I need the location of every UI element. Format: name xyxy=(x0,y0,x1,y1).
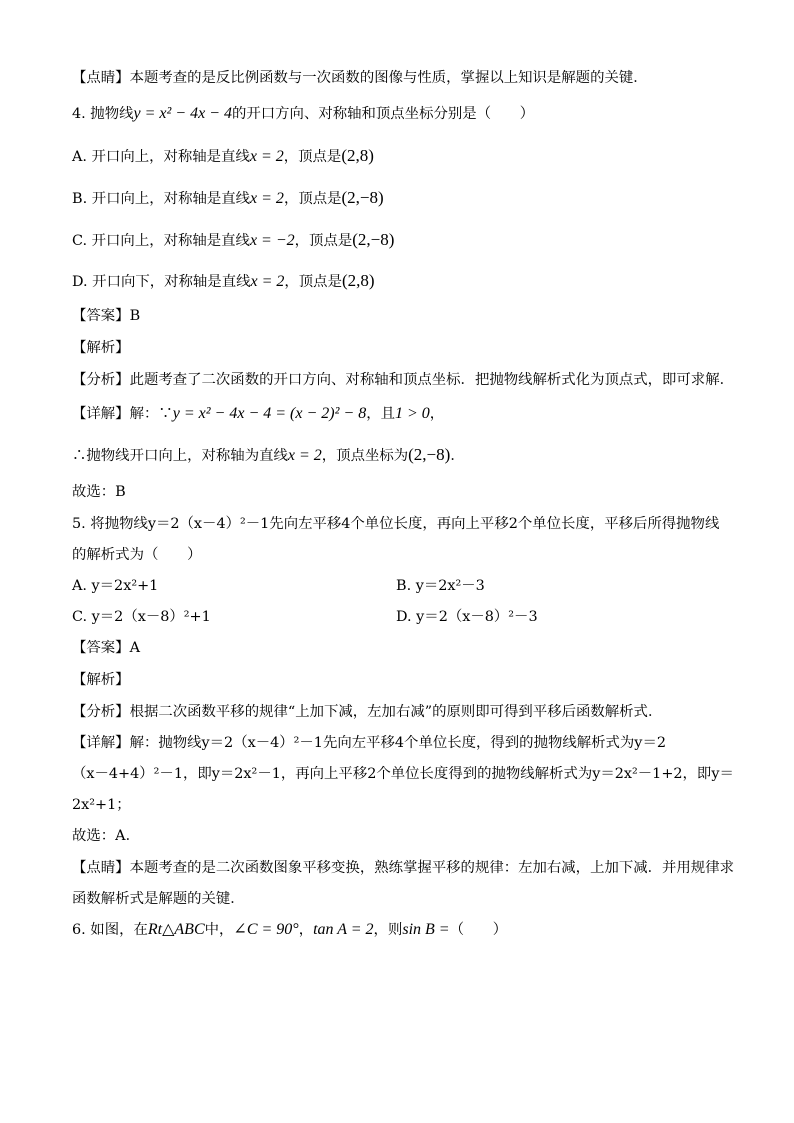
q5-options-row-2 xyxy=(72,607,722,627)
option-a-vertex-label: ，顶点是 xyxy=(283,149,342,165)
option-c-vertex: (2,−8) xyxy=(352,230,395,249)
fenxi-5: 【分析】根据二次函数平移的规律“上加下减，左加右减”的原则即可得到平移后函数解析式． xyxy=(72,704,663,720)
answer-5: 【答案】A xyxy=(72,640,140,656)
option-d-vertex: (2,8) xyxy=(341,271,375,290)
q4-option-d xyxy=(72,271,375,292)
analysis-heading-5: 【解析】 xyxy=(72,672,130,688)
fenxi-4: 【分析】此题考查了二次函数的开口方向、对称轴和顶点坐标．把抛物线解析式化为顶点式，即可求解． xyxy=(72,372,734,388)
option-b-vertex: (2,−8) xyxy=(341,188,384,207)
choose-5: 故选：A． xyxy=(72,828,140,844)
xiangjie-4-condition: 1 > 0 xyxy=(394,405,430,422)
question-6 xyxy=(72,920,507,940)
q4-suffix: 的开口方向、对称轴和顶点坐标分别是（ ） xyxy=(231,106,535,122)
xiangjie-4-prefix: 【详解】解：∵ xyxy=(72,406,173,422)
option-a-vertex: (2,8) xyxy=(341,146,374,165)
therefore-4-axis: x = 2 xyxy=(287,447,322,464)
analysis-heading-4: 【解析】 xyxy=(72,340,130,356)
q6-prefix: 6. 如图，在 xyxy=(72,922,148,938)
question-5-line-1: 5. 将抛物线y＝2（x－4）²－1先向左平移4个单位长度，再向上平移2个单位长度，平移后所得抛物线 xyxy=(72,516,720,532)
option-b-vertex-label: ，顶点是 xyxy=(283,191,342,207)
q6-tan: tan A = 2 xyxy=(313,921,374,938)
xiangjie-5-line-1: 【详解】解：抛物线y＝2（x－4）²－1先向左平移4个单位长度，得到的抛物线解析式为y＝2 xyxy=(72,735,666,751)
option-b-axis: x = 2 xyxy=(250,190,284,207)
q5-options-row-1 xyxy=(72,576,722,596)
option-b-text: B. 开口向上，对称轴是直线 xyxy=(72,191,251,207)
q6-sin: sin B = xyxy=(402,921,450,938)
dianjing-5-line-2: 函数解析式是解题的关键． xyxy=(72,891,245,907)
q6-end: （ ） xyxy=(449,922,508,938)
dianjing-prev: 【点睛】本题考查的是反比例函数与一次函数的图像与性质，掌握以上知识是解题的关键． xyxy=(72,70,648,86)
xiangjie-4-expression: y = x² − 4x − 4 = (x − 2)² − 8 xyxy=(172,405,367,422)
xiangjie-4-end: ， xyxy=(429,406,445,422)
q4-expression: y = x² − 4x − 4 xyxy=(133,105,232,122)
option-d-vertex-label: ，顶点是 xyxy=(284,274,342,290)
option-c-text: C. 开口向上，对称轴是直线 xyxy=(72,233,250,249)
choose-4: 故选：B xyxy=(72,484,126,500)
q5-option-b: B. y＝2x²－3 xyxy=(396,578,485,594)
therefore-4 xyxy=(72,445,465,466)
q4-option-c xyxy=(72,230,394,251)
option-c-vertex-label: ，顶点是 xyxy=(294,233,353,249)
q5-option-a: A. y＝2x²+1 xyxy=(72,578,159,594)
option-c-axis: x = −2 xyxy=(249,232,295,249)
question-5-line-2: 的解析式为（ ） xyxy=(72,547,202,563)
q4-prefix: 4. 抛物线 xyxy=(72,106,134,122)
q4-option-a xyxy=(72,146,374,167)
option-d-text: D. 开口向下，对称轴是直线 xyxy=(72,274,251,290)
answer-4: 【答案】B xyxy=(72,308,141,324)
option-a-axis: x = 2 xyxy=(249,148,284,165)
q6-triangle: Rt△ABC xyxy=(147,921,205,938)
question-4 xyxy=(72,104,534,124)
q6-mid-2: ， xyxy=(298,922,314,938)
q5-option-c: C. y＝2（x－8）²+1 xyxy=(72,609,211,625)
option-a-text: A. 开口向上，对称轴是直线 xyxy=(72,149,250,165)
option-d-axis: x = 2 xyxy=(250,273,285,290)
therefore-4-vertex: (2,−8) xyxy=(408,445,451,464)
xiangjie-4 xyxy=(72,404,444,424)
q6-mid-3: ，则 xyxy=(373,922,403,938)
q6-angle: ∠C = 90° xyxy=(233,921,299,938)
q5-option-d: D. y＝2（x－8）²－3 xyxy=(396,609,538,625)
therefore-4-text: ∴抛物线开口向上，对称轴为直线 xyxy=(72,448,288,464)
dianjing-5-line-1: 【点睛】本题考查的是二次函数图象平移变换，熟练掌握平移的规律：左加右减，上加下减．并用规律求 xyxy=(72,860,734,876)
therefore-4-end: ． xyxy=(450,448,465,464)
xiangjie-4-suffix: ，且 xyxy=(366,406,395,422)
xiangjie-5-line-2: （x－4+4）²－1，即y＝2x²－1，再向上平移2个单位长度得到的抛物线解析式为y＝2x²－1+2，即y＝ xyxy=(72,766,734,782)
therefore-4-mid: ，顶点坐标为 xyxy=(321,448,409,464)
q4-option-b xyxy=(72,188,384,209)
xiangjie-5-line-3: 2x²+1； xyxy=(72,797,131,813)
q6-mid-1: 中， xyxy=(204,922,234,938)
